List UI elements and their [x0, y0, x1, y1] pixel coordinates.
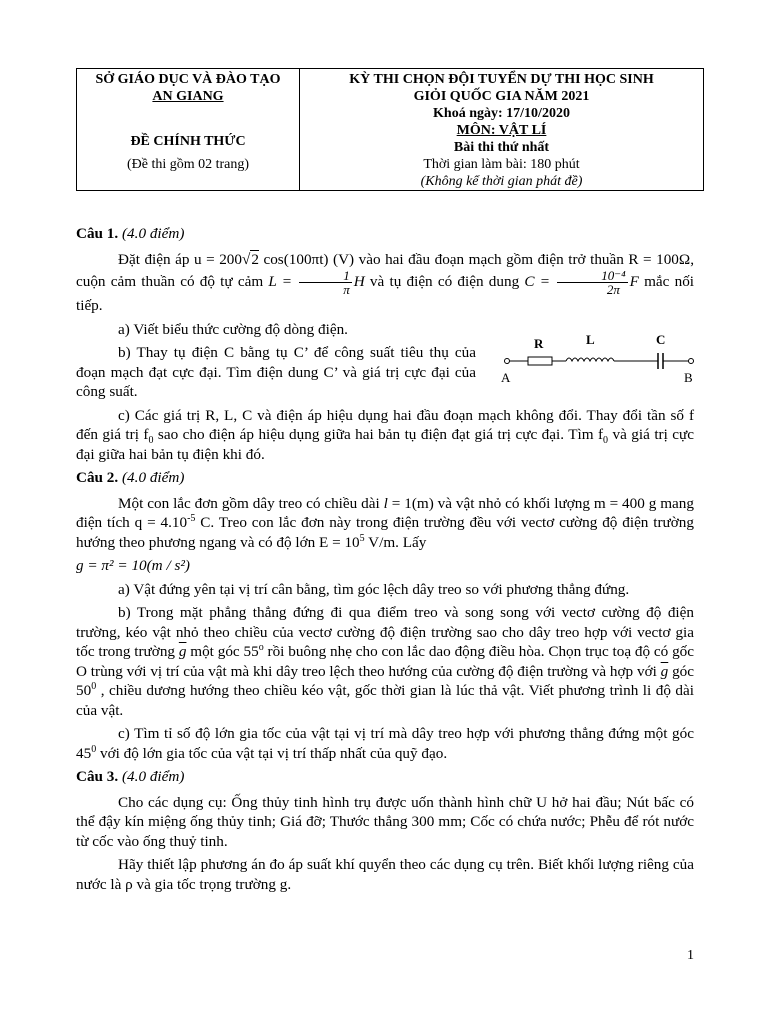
org-line1: SỞ GIÁO DỤC VÀ ĐÀO TẠO	[95, 72, 281, 87]
exam-title-line1: KỲ THI CHỌN ĐỘI TUYỂN DỰ THI HỌC SINH	[349, 72, 654, 87]
q2-c-b: với độ lớn gia tốc của vật tại vị trí thấp nhất của quỹ đạo.	[96, 744, 448, 762]
q2-b-b: một góc 55	[186, 643, 259, 660]
C-fraction	[557, 269, 627, 296]
label-a: A	[501, 370, 511, 385]
L-num: 1	[299, 269, 352, 283]
exam-content	[76, 220, 694, 898]
C-num: 10⁻⁴	[557, 269, 627, 283]
q1-intro-a: Đặt điện áp u = 200	[118, 250, 242, 268]
question-2-heading	[76, 468, 694, 488]
question-1-heading	[76, 224, 694, 244]
q3-points: (4.0 điểm)	[122, 768, 185, 785]
resistor-symbol	[528, 357, 552, 365]
exam-time-note: (Không kể thời gian phát đề)	[420, 174, 583, 189]
label-l: L	[586, 332, 595, 347]
question-3-heading	[76, 767, 694, 787]
inductor-symbol	[566, 358, 614, 361]
L-unit: H	[353, 272, 365, 290]
org-line2: AN GIANG	[152, 89, 224, 104]
q2-part-b	[76, 603, 694, 720]
exam-date: Khoá ngày: 17/10/2020	[433, 106, 570, 121]
q2-deg2: 0	[91, 680, 97, 692]
q2-deg: o	[258, 641, 264, 653]
q2-deg3: 0	[91, 743, 97, 755]
q2-intro-c: C. Treo con lắc đơn này trong điện trường đều với vectơ cường độ điện trường hướng theo phương ngang và có độ lớn E = 10	[76, 514, 694, 551]
q2-l-var: l	[383, 494, 388, 512]
q2-q-exp: -5	[187, 512, 196, 524]
q1-tail: mắc nối tiếp.	[76, 272, 695, 314]
q2-E-exp: 5	[359, 532, 365, 544]
q2-points: (4.0 điểm)	[122, 469, 185, 486]
q2-title: Câu 2.	[76, 469, 119, 486]
label-r: R	[534, 336, 544, 351]
exam-time: Thời gian làm bài: 180 phút	[423, 157, 580, 172]
exam-paper: Bài thi thứ nhất	[453, 140, 550, 155]
g-vector: $\overline{g}$	[178, 643, 187, 660]
exam-subject: MÔN: VẬT LÍ	[456, 123, 547, 138]
q1-title: Câu 1.	[76, 225, 119, 242]
terminal-b	[689, 359, 694, 364]
q3-title: Câu 3.	[76, 768, 119, 785]
q1-intro	[76, 250, 694, 316]
q1-c-sub: 0	[148, 435, 154, 447]
C-den: 2π	[606, 282, 620, 297]
q2-intro	[76, 494, 694, 553]
q1-part-b: b) Thay tụ điện C bằng tụ C’ để công suất tiêu thụ của đoạn mạch đạt cực đại. Tìm điện dung C’ và giá trị cực đại của công suất.	[76, 344, 476, 400]
q2-g-value: g = π² = 10(m / s²)	[76, 557, 190, 574]
q1-part-c	[76, 406, 694, 465]
header-table	[76, 68, 704, 191]
q1-mid: và tụ điện có điện dung	[369, 272, 520, 290]
page-number: 1	[687, 948, 694, 963]
pages-note: (Đề thi gồm 02 trang)	[126, 157, 250, 172]
q1-intro-b: cos(100πt) (V) vào hai đầu đoạn mạch gồm điện trở thuần R = 100Ω, cuộn cảm thuần có độ tự cảm	[76, 250, 694, 290]
sqrt-sign: √	[241, 250, 251, 268]
q2-b-a: b) Trong mặt phẳng thẳng đứng đi qua điểm treo và song song với vectơ cường độ điện trường, kéo vật nhỏ theo chiều của vectơ cường độ điện trường sao cho dây treo hợp với vectơ gia tốc trong trường	[76, 604, 694, 660]
L-eq: L =	[268, 272, 292, 290]
q2-c-a: c) Tìm tỉ số độ lớn gia tốc của vật tại vị trí mà dây treo hợp với phương thẳng đứng một góc 45	[76, 725, 694, 762]
q2-b-c: rồi buông nhẹ cho con lắc dao động điều hòa. Chọn trục toạ độ có gốc O trùng với vị trí của vật mà khi dây treo lệch theo hướng của cường độ điện trường và hợp với	[76, 643, 695, 680]
header-left-cell	[77, 69, 300, 191]
q1-c-b: sao cho điện áp hiệu dụng giữa hai bản tụ điện đạt giá trị cực đại. Tìm f	[153, 426, 604, 443]
q1-c-sub2: 0	[603, 435, 609, 447]
q1-points: (4.0 điểm)	[122, 225, 185, 242]
L-fraction	[299, 269, 352, 296]
exam-title-line2: GIỎI QUỐC GIA NĂM 2021	[413, 89, 590, 104]
q2-part-c	[76, 724, 694, 763]
C-eq: C =	[524, 272, 550, 290]
header-right-cell	[300, 69, 704, 191]
q2-b-d: góc 50	[76, 662, 695, 699]
g-vector-2: $\overline{g}$	[660, 662, 669, 680]
q2-part-a: a) Vật đứng yên tại vị trí cân bằng, tìm góc lệch dây treo so với phương thẳng đứng.	[118, 580, 630, 598]
q1-c-c: và giá trị cực đại giữa hai bản tụ điện khi đó.	[76, 426, 694, 463]
q2-b-e: , chiều dương hướng theo chiều kéo vật, gốc thời gian là lúc thả vật. Viết phương trình li độ dài của vật.	[76, 682, 694, 719]
terminal-a	[505, 359, 510, 364]
q2-intro-b: = 1(m) và vật nhỏ có khối lượng m = 400 g mang điện tích q = 4.10	[76, 494, 694, 531]
q1-c-a: c) Các giá trị R, L, C và điện áp hiệu dụng hai đầu đoạn mạch không đổi. Thay đổi tần số f đến giá trị f	[76, 406, 694, 443]
label-c: C	[656, 332, 666, 347]
q3-paragraph-2: Hãy thiết lập phương án đo áp suất khí quyển theo các dụng cụ trên. Biết khối lượng riêng của nước là ρ và gia tốc trọng trường g.	[76, 856, 694, 893]
q3-paragraph-1: Cho các dụng cụ: Ống thủy tinh hình trụ được uốn thành hình chữ U hở hai đầu; Nút bấc có thể đậy kín miệng ống thủy tinh; Giá đỡ; Thước thẳng 300 mm; Cốc có chứa nước; Phễu để rót nước từ cốc vào ống thuỷ tinh.	[76, 793, 694, 850]
q2-intro-d: V/m. Lấy	[364, 533, 427, 551]
L-den: π	[343, 282, 350, 297]
official-label: ĐỀ CHÍNH THỨC	[130, 134, 246, 149]
rlc-circuit-diagram	[500, 330, 710, 390]
C-unit: F	[629, 272, 639, 290]
q2-intro-a: Một con lắc đơn gồm dây treo có chiều dài	[118, 494, 384, 512]
label-b: B	[684, 370, 693, 385]
q1-part-a: a) Viết biểu thức cường độ dòng điện.	[118, 320, 348, 338]
q1-sqrt-value: 2	[251, 250, 259, 268]
